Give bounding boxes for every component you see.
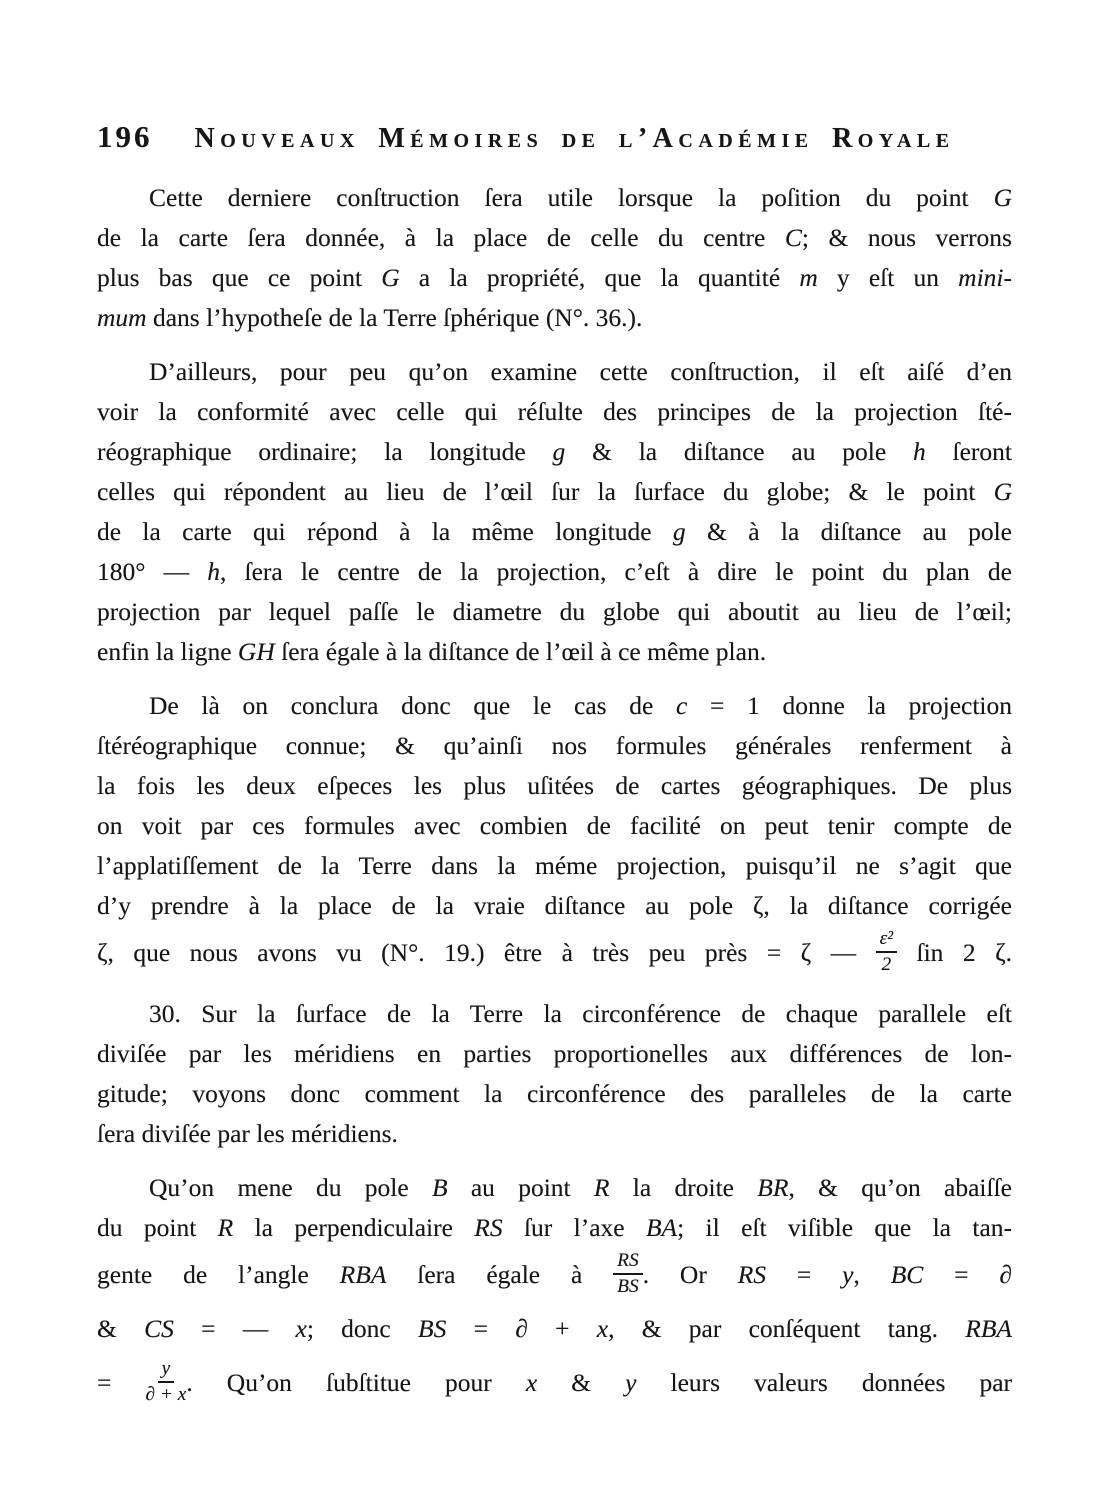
fraction-numerator: y <box>158 1359 175 1383</box>
math-variable: G <box>381 263 400 292</box>
text-line: De là on conclura donc que le cas de c = 1 donne la projection <box>149 691 1013 720</box>
text-line: réographique ordinaire; la longitude g & la diſtance au pole h ſeront <box>97 437 1013 466</box>
fraction <box>613 1251 643 1298</box>
math-variable: BA <box>645 1213 678 1242</box>
page-body <box>97 178 1012 1410</box>
math-variable: RBA <box>339 1260 387 1289</box>
text-line: D’ailleurs, pour peu qu’on examine cette conſtruction, il eſt aiſé d’en <box>149 357 1012 386</box>
header-title: Nouveaux Mémoires de l’Académie Royale <box>194 123 955 154</box>
math-variable: m <box>799 263 818 292</box>
text-line: ζ, que nous avons vu (N°. 19.) être à très peu près = ζ — $\frac{\text{ε²}}{2}$ ſin 2 ζ. <box>97 927 1012 976</box>
math-variable: c <box>676 691 688 720</box>
math-variable: BC <box>890 1260 924 1289</box>
text-line: de la carte qui répond à la même longitude g & à la diſtance au pole <box>97 517 1012 546</box>
math-variable: RBA <box>965 1314 1012 1343</box>
math-variable: x <box>295 1314 307 1343</box>
math-variable: RS <box>474 1213 503 1242</box>
text-line: on voit par ces formules avec combien de facilité on peut tenir compte de <box>97 811 1012 840</box>
math-variable: R <box>593 1173 610 1202</box>
text-line: la fois les deux eſpeces les plus uſitées de cartes géographiques. De plus <box>97 771 1012 800</box>
math-variable: mini- <box>958 263 1012 292</box>
math-variable: R <box>217 1213 234 1242</box>
math-variable: y <box>842 1260 854 1289</box>
math-variable: x <box>525 1368 538 1397</box>
text-line: du point R la perpendiculaire RS ſur l’axe BA; il eſt viſible que la tan- <box>97 1213 1013 1242</box>
math-variable: B <box>431 1173 448 1202</box>
math-variable: C <box>784 223 802 252</box>
text-line: & CS = — x; donc BS = ∂ + x, & par conſéquent tang. RBA <box>97 1314 1012 1343</box>
math-variable: g <box>672 517 686 546</box>
math-variable: BR <box>757 1173 789 1202</box>
math-variable: y <box>625 1368 637 1397</box>
math-variable: G <box>993 183 1012 212</box>
text-line: mum dans l’hypotheſe de la Terre ſphérique (N°. 36.). <box>97 303 643 332</box>
paragraph <box>97 686 1012 980</box>
math-variable: G <box>993 477 1012 506</box>
text-line: projection par lequel paſſe le diametre du globe qui aboutit au lieu de l’œil; <box>97 597 1012 626</box>
math-variable: GH <box>237 637 275 666</box>
paragraph <box>97 352 1012 672</box>
math-variable: BS <box>418 1314 447 1343</box>
math-variable: mum <box>97 303 147 332</box>
math-variable: h <box>912 437 926 466</box>
text-line: gente de l’angle RBA ſera égale à $\frac{RS}{BS}$ . Or RS = y, BC = ∂ <box>97 1249 1012 1298</box>
math-variable: h <box>207 557 220 586</box>
text-line: diviſée par les méridiens en parties proportionelles aux différences de lon- <box>97 1039 1012 1068</box>
page-number: 196 <box>97 119 153 154</box>
text-line: l’applatiſſement de la Terre dans la méme projection, puisqu’il ne s’agit que <box>97 851 1012 880</box>
fraction-numerator: RS <box>613 1251 643 1275</box>
text-line: plus bas que ce point G a la propriété, que la quantité m y eſt un mini- <box>97 263 1012 292</box>
text-line: ſtéréographique connue; & qu’ainſi nos formules générales renferment à <box>97 731 1012 760</box>
text-line: voir la conformité avec celle qui réſulte des principes de la projection ſté- <box>97 397 1012 426</box>
text-line: d’y prendre à la place de la vraie diſtance au pole ζ, la diſtance corrigée <box>97 891 1012 920</box>
text-line: 180° — h, ſera le centre de la projection, c’eſt à dire le point du plan de <box>97 557 1012 586</box>
text-line: Cette derniere conſtruction ſera utile lorsque la poſition du point G <box>149 183 1012 212</box>
text-line: 30. Sur la ſurface de la Terre la circonférence de chaque parallele eſt <box>149 999 1012 1028</box>
fraction <box>145 1359 186 1406</box>
paragraph <box>97 1168 1012 1410</box>
fraction-numerator: ε² <box>876 929 897 953</box>
math-variable: RS <box>737 1260 767 1289</box>
fraction-denominator: ∂ + x <box>145 1384 187 1406</box>
text-line: = $\frac{y}{\partial + x}$ . Qu’on ſubſtitue pour x & y leurs valeurs données par <box>97 1357 1012 1406</box>
text-line: enfin la ligne GH ſera égale à la diſtance de l’œil à ce même plan. <box>97 637 767 666</box>
math-variable: x <box>596 1314 609 1343</box>
text-line: Qu’on mene du pole B au point R la droite BR, & qu’on abaiſſe <box>149 1173 1012 1202</box>
fraction <box>876 929 897 976</box>
math-variable: CS <box>144 1314 174 1343</box>
text-line: ſera diviſée par les méridiens. <box>97 1119 398 1148</box>
fraction-denominator: BS <box>617 1276 639 1298</box>
text-line: gitude; voyons donc comment la circonférence des paralleles de la carte <box>97 1079 1012 1108</box>
text-line: celles qui répondent au lieu de l’œil ſur la ſurface du globe; & le point G <box>97 477 1012 506</box>
paragraph <box>97 994 1012 1154</box>
fraction-denominator: 2 <box>881 954 892 976</box>
text-line: de la carte ſera donnée, à la place de celle du centre C; & nous verrons <box>97 223 1012 252</box>
running-header <box>97 118 1012 158</box>
math-variable: g <box>552 437 566 466</box>
paragraph <box>97 178 1012 338</box>
